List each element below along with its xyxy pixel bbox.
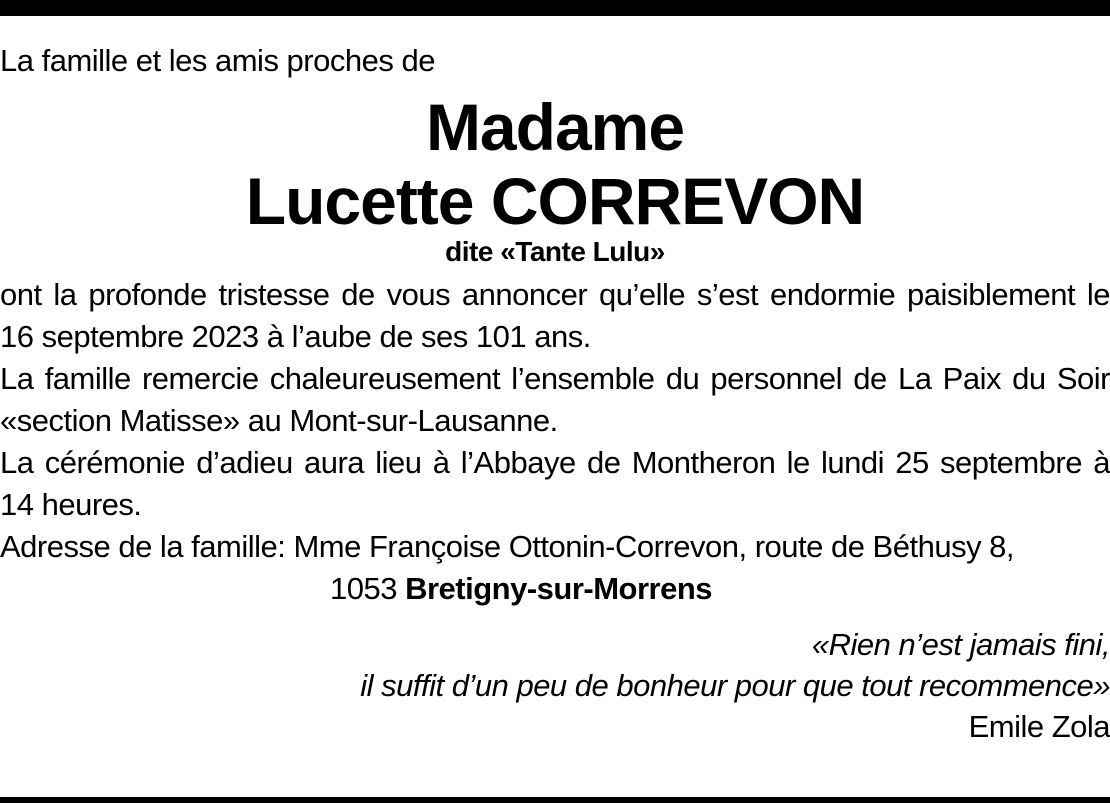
family-address-line: Adresse de la famille: Mme Françoise Ottonin-Correvon, route de Béthusy 8, [0, 529, 1015, 564]
nickname: dite «Tante Lulu» [445, 236, 665, 267]
obituary-notice [0, 38, 1110, 747]
quote-line: «Rien n’est jamais fini, [811, 627, 1110, 662]
bottom-border-rule [0, 797, 1110, 803]
quote-line: il suffit d’un peu de bonheur pour que tout recommence» [360, 668, 1110, 703]
thanks-paragraph: La famille remercie chaleureusement l’ensemble du personnel de La Paix du Soir «section Matisse» au Mont-sur-Lausanne. [0, 361, 1110, 438]
quote-block [0, 624, 1110, 747]
ceremony-paragraph: La cérémonie d’adieu aura lieu à l’Abbaye de Montheron le lundi 25 septembre à 14 heures. [0, 445, 1110, 522]
honorific-title: Madame [425, 90, 685, 164]
notice-body [0, 274, 1110, 610]
top-border-rule [0, 0, 1110, 16]
deceased-name-block [0, 90, 1110, 272]
deceased-name: Lucette CORREVON [245, 164, 865, 238]
announcement-paragraph: ont la profonde tristesse de vous annoncer qu’elle s’est endormie paisiblement le 16 septembre 2023 à l’aube de ses 101 ans. [0, 277, 1110, 354]
family-address-city-line [0, 568, 1110, 610]
address-postcode: 1053 [330, 571, 397, 606]
address-city: Bretigny-sur-Morrens [405, 571, 713, 606]
intro-text: La famille et les amis proches de [0, 43, 435, 78]
quote-author: Emile Zola [968, 709, 1110, 744]
